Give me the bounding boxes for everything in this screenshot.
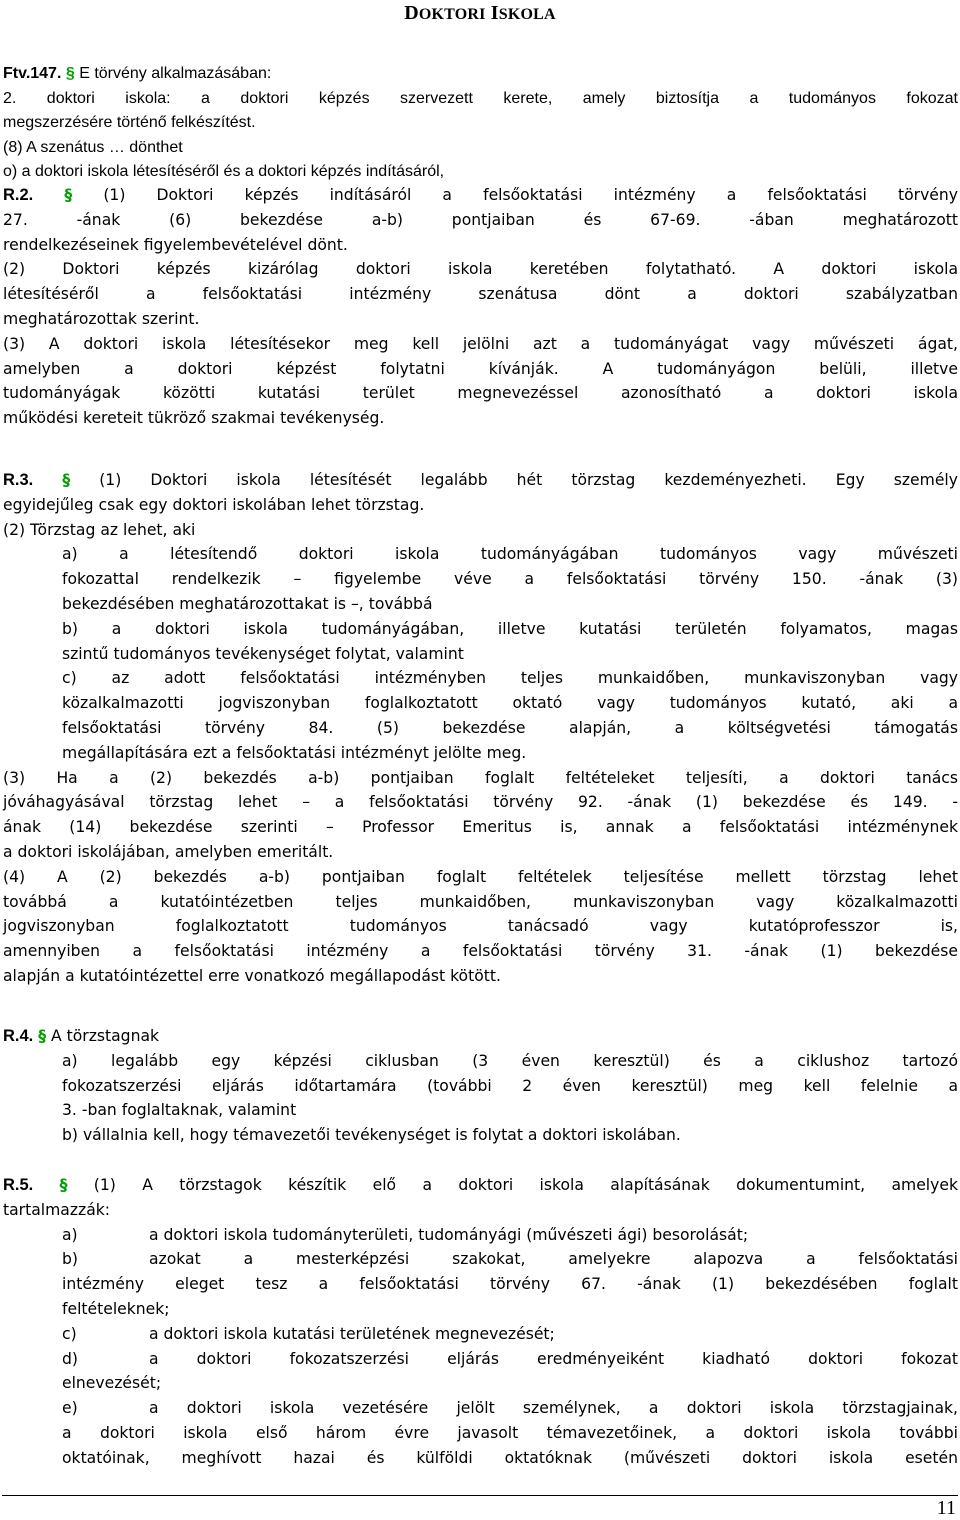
list-item: b) azokat a mesterképzési szakokat, amelyekre alapozva a felsőoktatási — [62, 1250, 958, 1269]
ftv-label: Ftv.147. — [3, 65, 62, 82]
page-number: 11 — [936, 1497, 956, 1519]
list-item: c) a doktori iskola kutatási területének megnevezését; — [62, 1324, 555, 1343]
section-sign-icon: § — [64, 186, 73, 204]
list-item: e) a doktori iskola vezetésére jelölt személynek, a doktori iskola törzstagjainak, — [62, 1399, 958, 1418]
list-item: a) a doktori iskola tudományterületi, tudományági (művészeti ági) besorolását; — [62, 1225, 749, 1244]
section-r3: R.3. § (1) Doktori iskola létesítését legalább hét törzstag kezdeményezheti. Egy személy egyidejűleg csak egy doktori iskolában lehet törzstag. (2) Törzstag az lehet, aki a) a létesítendő doktori iskola tudományágában tudományos vagy művészeti fokozattal rendelkezik – figyelembe véve a felsőoktatási törvény 150. -ának (3) bekezdésében meghatározottakat is –, továbbá b) a doktori iskola tudományágában, illetve kutatási területén folyamatos, magas szintű tudományos tevékenységet folytat, valamint c) az adott felsőoktatási intézményben teljes munkaidőben, munkaviszonyban vagy közalkalmazotti jogviszonyban foglalkoztatott oktató vagy tudományos kutató, aki a felsőoktatási törvény 84. (5) bekezdése alapján, a költségvetési támogatás megállapítására ezt a felsőoktatási intézményt jelölte meg. (3) Ha a (2) bekezdés a-b) pontjaiban foglalt feltételeket teljesíti, a doktori tanács jóváhagyásával törzstag lehet – a felsőoktatási törvény 92. -ának (1) bekezdése és 149. - ának (14) bekezdése szerinti – Professor Emeritus is, annak a felsőoktatási intézménynek a doktori iskolájában, amelyben emeritált. (4) A (2) bekezdés a-b) pontjaiban foglalt feltételek teljesítése mellett törzstag lehet továbbá a kutatóintézetben teljes munkaidőben, munkaviszonyban vagy közalkalmazotti jogviszonyban foglalkoztatott tudományos tanácsadó vagy kutatóprofesszor is, amennyiben a felsőoktatási intézmény a felsőoktatási törvény 31. -ának (1) bekezdése alapján a kutatóintézettel erre vonatkozó megállapodást kötött. — [3, 471, 958, 985]
page-title: DOKTORI ISKOLA — [404, 2, 556, 24]
section-r4: R.4. § A törzstagnak a) legalább egy képzési ciklusban (3 éven keresztül) és a ciklushoz tartozó fokozatszerzési eljárás időtartamára (további 2 éven keresztül) meg kell felelnie a 3. -ban foglaltaknak, valamint b) vállalnia kell, hogy témavezetői tevékenységet is folytat a doktori iskolában. — [3, 1027, 958, 1145]
section-r2: R.2. § (1) Doktori képzés indításáról a felsőoktatási intézmény a felsőoktatási törvény 27. -ának (6) bekezdése a-b) pontjaiban és 67-69. -ában meghatározott rendelkezéseinek figyelembevételével dönt. (2) Doktori képzés kizárólag doktori iskola keretében folytatható. A doktori iskola létesítéséről a felsőoktatási intézmény szenátusa dönt a doktori szabályzatban meghatározottak szerint. (3) A doktori iskola létesítésekor meg kell jelölni azt a tudományágat vagy művészeti ágat, amelyben a doktori képzést folytatni kívánják. A tudományágon belüli, illetve tudományágak közötti kutatási terület megnevezéssel azonosítható a doktori iskola működési kereteit tükröző szakmai tevékenység. — [3, 186, 959, 428]
section-sign-icon: § — [62, 471, 71, 489]
ftv-quote: Ftv.147. § E törvény alkalmazásában: 2. doktori iskola: a doktori képzés szervezett kerete, amely biztosítja a tudományos fokozat megszerzésére történő felkészítést. (8) A szenátus … dönthet o) a doktori iskola létesítéséről és a doktori képzés indításáról, — [3, 65, 958, 180]
section-sign-icon: § — [59, 1176, 68, 1194]
footer-divider — [2, 1495, 958, 1496]
section-sign-icon: § — [38, 1027, 47, 1045]
section-r5: R.5. § (1) A törzstagok készítik elő a doktori iskola alapításának dokumentumint, amelyek tartalmazzák: a) a doktori iskola tudományterületi, tudományági (művészeti ági) besorolását; b) azokat a mesterképzési szakokat, amelyekre alapozva a felsőoktatási intézmény eleget tesz a felsőoktatási törvény 67. -ának (1) bekezdésében foglalt feltételeknek; c) a doktori iskola kutatási területének megnevezését; d) a doktori fokozatszerzési eljárás eredményeiként kiadható doktori fokozat elnevezését; e) a doktori iskola vezetésére jelölt személynek, a doktori iskola törzstagjainak, a doktori iskola első három évre javasolt témavezetőinek, a doktori iskola további oktatóinak, meghívott hazai és külföldi oktatóknak (művészeti doktori iskola esetén — [3, 1176, 958, 1467]
list-item: d) a doktori fokozatszerzési eljárás eredményeiként kiadható doktori fokozat — [62, 1349, 958, 1368]
section-sign-icon: § — [65, 65, 75, 82]
